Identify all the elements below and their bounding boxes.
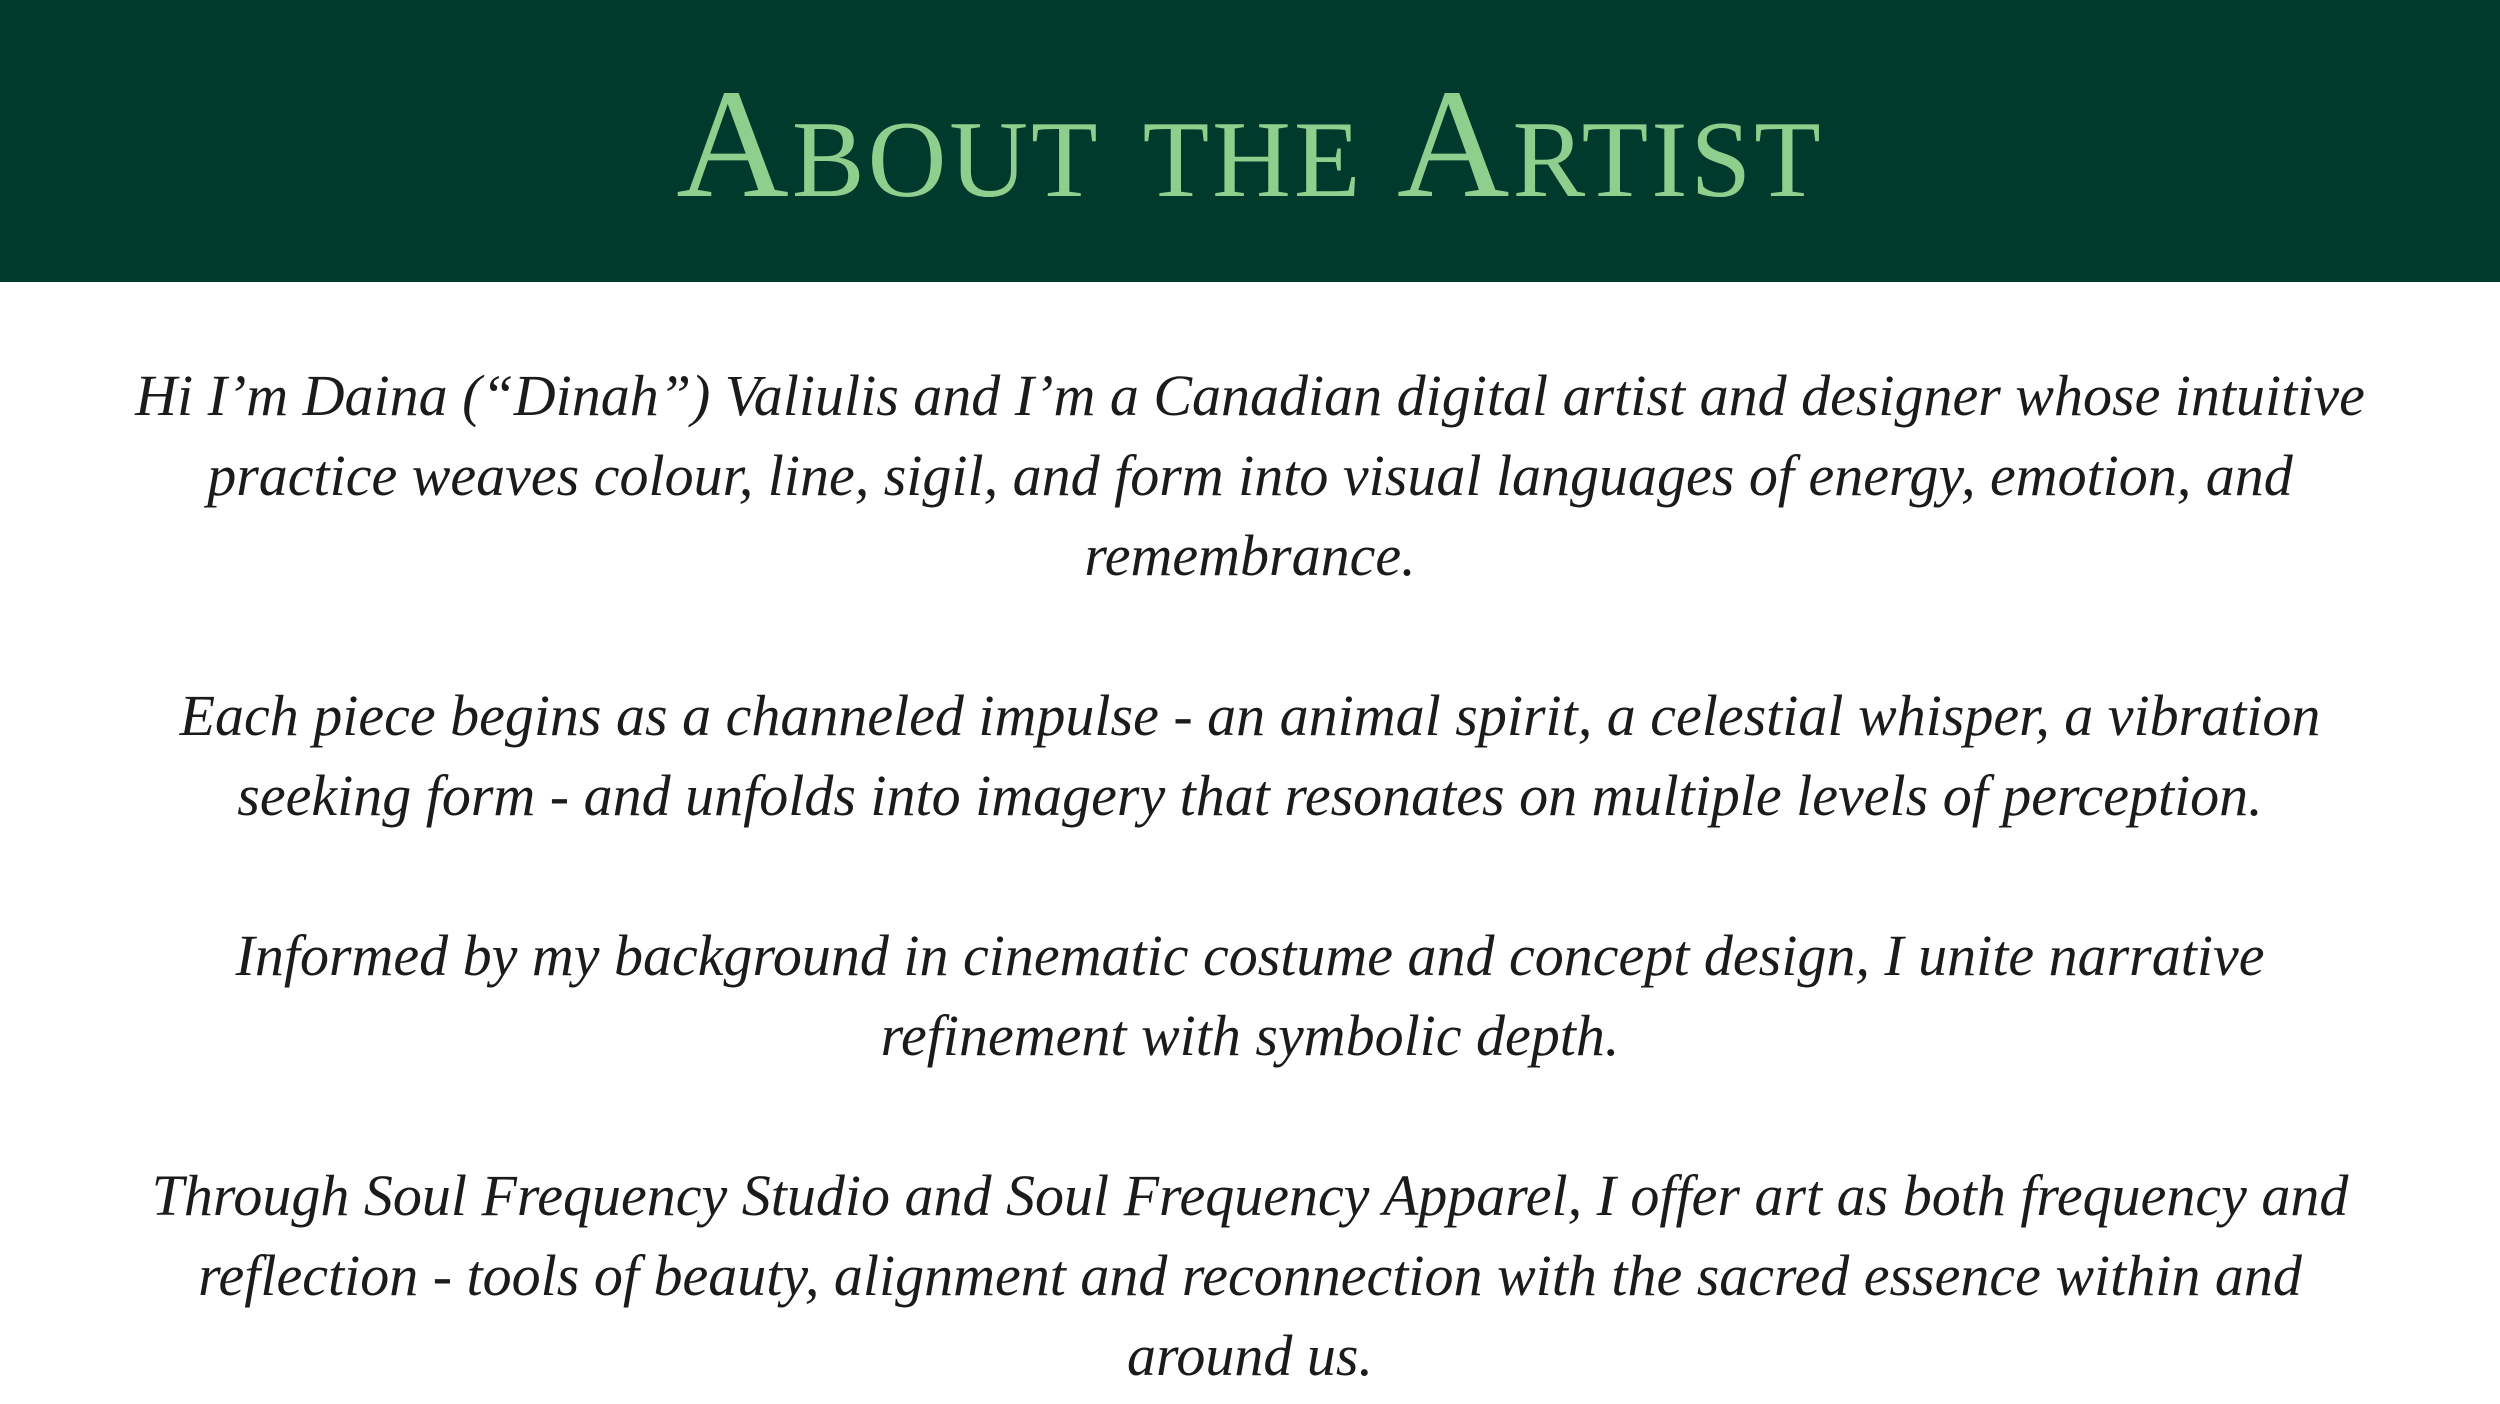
- bio-paragraph-background: Informed by my background in cinematic costume and concept design, I unite narrative refinement with symbolic depth.: [235, 923, 2265, 1068]
- bio-paragraph-intro: Hi I’m Daina (“Dinah”) Valiulis and I’m a Canadian digital artist and designer whose intuitive practice weaves colour, line, sigil, and form into visual languages of energy, emotion, and remembrance.: [135, 363, 2365, 588]
- header-banner: [0, 0, 2500, 282]
- artist-bio: [120, 356, 2380, 1396]
- bio-paragraph-studio: Through Soul Frequency Studio and Soul Frequency Apparel, I offer art as both frequency and reflection - tools of beauty, alignment and reconnection with the sacred essence within and around us.: [151, 1163, 2349, 1388]
- bio-paragraph-process: Each piece begins as a channeled impulse - an animal spirit, a celestial whisper, a vibration seeking form - and unfolds into imagery that resonates on multiple levels of perception.: [179, 683, 2321, 828]
- page-title: About the Artist: [676, 57, 1824, 230]
